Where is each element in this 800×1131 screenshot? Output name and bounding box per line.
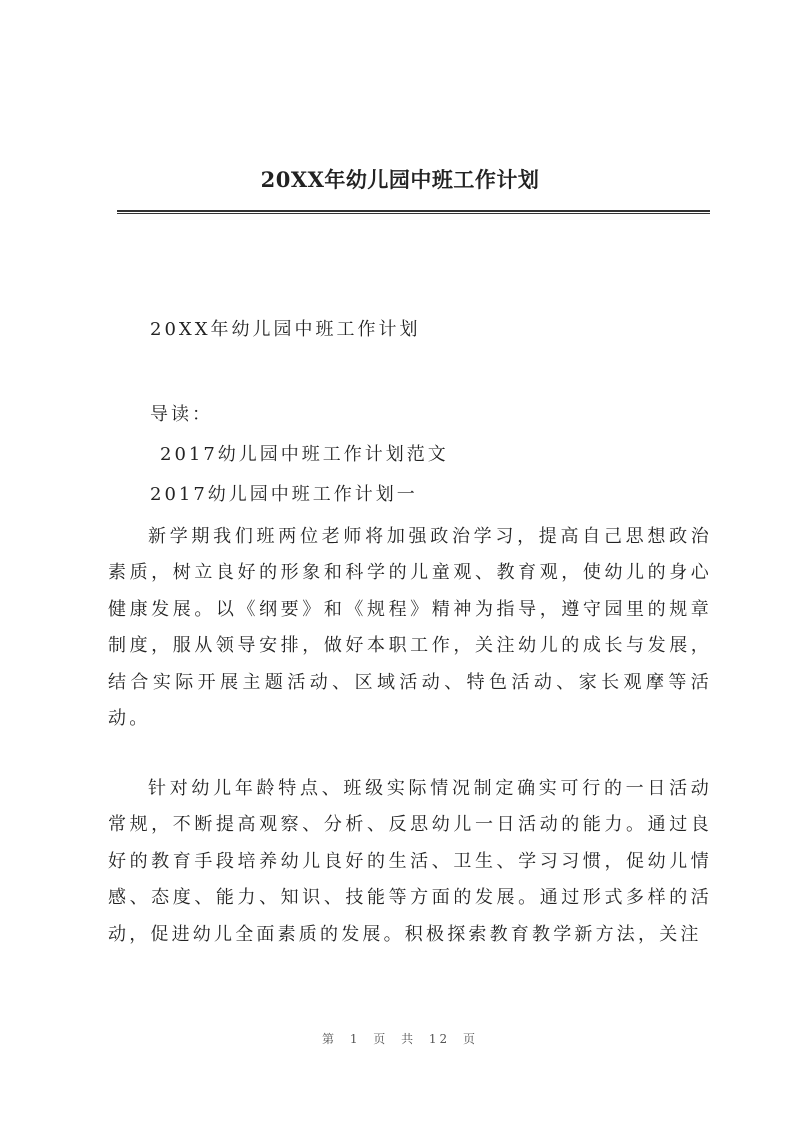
- paragraph-2: 针对幼儿年龄特点、班级实际情况制定确实可行的一日活动常规，不断提高观察、分析、反思幼儿一日活动的能力。通过良好的教育手段培养幼儿良好的生活、卫生、学习习惯，促幼儿情感、态度、能力、知识、技能等方面的发展。通过形式多样的活动，促进幼儿全面素质的发展。积极探索教育教学新方法，关注: [108, 778, 712, 945]
- page-header-title: 20XX年幼儿园中班工作计划: [260, 167, 540, 192]
- intro-label: 导读：: [150, 404, 213, 425]
- subtitle-fanwen: 2017幼儿园中班工作计划范文: [160, 444, 449, 465]
- header-divider: [117, 210, 710, 214]
- document-title-line: 20XX年幼儿园中班工作计划: [150, 319, 421, 340]
- page-footer: 第 1 页 共 12 页: [322, 1032, 478, 1046]
- paragraph-1: 新学期我们班两位老师将加强政治学习，提高自己思想政治素质，树立良好的形象和科学的儿童观、教育观，使幼儿的身心健康发展。以《纲要》和《规程》精神为指导，遵守园里的规章制度，服从领导安排，做好本职工作，关注幼儿的成长与发展，结合实际开展主题活动、区域活动、特色活动、家长观摩等活动。: [108, 526, 712, 730]
- subtitle-plan-one: 2017幼儿园中班工作计划一: [150, 484, 418, 505]
